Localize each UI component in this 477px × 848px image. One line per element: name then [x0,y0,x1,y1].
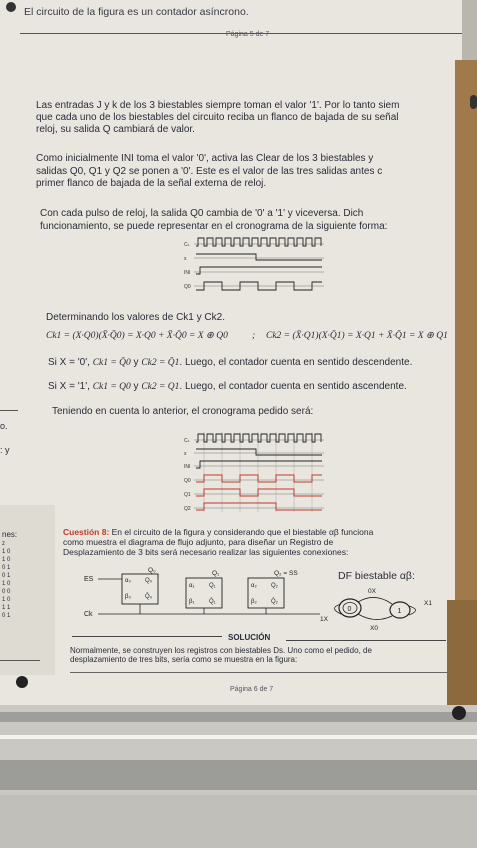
cuestion-label: Cuestión 8: [63,527,110,537]
case-x0-line [48,357,412,370]
transition-x1: X1 [424,600,432,607]
equation-ck1: Ck1 = (X·Q0)(X̄·Q̄0) = X·Q0 + X̄·Q̄0 = X ⊕ Q0 [46,331,228,341]
state-0-label: 0 [347,606,352,613]
ff2-qbar: Q̄₂ [271,599,278,605]
left-table-row-8: 1 1 [2,605,11,611]
cuestion-line-2: como muestra el diagrama de flujo adjunto, para diseñar un Registro de [63,537,334,547]
paragraph-3-line-2: funcionamiento, se puede representar en el cronograma de la siguiente forma: [40,221,388,232]
case-x1-suffix: . Luego, el contador cuenta en sentido ascendente. [179,381,407,392]
case-x0-ck1: Ck1 = Q̄0 [92,358,131,368]
cuestion-text-1: En el circuito de la figura y considerando que el biestable αβ funciona [109,527,374,537]
ff1-q: Q₁ [209,583,216,589]
df-title: DF biestable αβ: [338,570,415,582]
circuit-ck-label: Ck [84,611,93,618]
timing1-ini-wave [196,267,322,274]
ff0-beta: β₀ [125,594,131,600]
timing2-label-ck: Cₖ [184,438,190,444]
timing2-label-ini: INI [184,464,191,470]
equation-ck2: Ck2 = (X̄·Q1)(X·Q̄1) = X·Q1 + X̄·Q̄1 = X ⊕ Q1 [266,331,448,341]
timing2-label-x: x [184,451,187,457]
transition-x0: X0 [370,625,378,632]
ff1-alpha: α₁ [189,583,195,589]
case-x1-prefix: Si X = '1', [48,381,90,392]
case-x1-ck2: Ck2 = Q1 [141,382,180,392]
case-x0-ck2: Ck2 = Q̄1 [141,358,180,368]
ff2-alpha: α₂ [251,583,257,589]
timing2-q2-wave [196,503,322,510]
shift-register-circuit [70,566,330,624]
timing1-label-x: x [184,256,187,262]
left-table-row-5: 1 0 [2,581,11,587]
page-number-bottom: Página 6 de 7 [230,686,274,693]
left-table-row-1: 1 0 [2,549,11,555]
case-x1-and: y [133,381,139,392]
timing1-label-ck: Cₖ [184,242,190,248]
left-sheet-rule [0,660,40,661]
ff1-qbar: Q̄₁ [209,599,216,605]
ff2-q: Q₂ [271,583,278,589]
solucion-title: SOLUCIÓN [228,633,271,642]
timing2-q1-wave [196,489,322,496]
timing-diagram-1 [184,234,329,296]
frame-highlight [0,735,477,739]
case-x1-line [48,381,407,394]
solucion-rule-left [72,636,222,637]
transition-0x: 0X [368,588,376,595]
left-table-row-9: 0 1 [2,613,11,619]
ff0-alpha: α₀ [125,578,131,584]
case-x1-ck1: Ck1 = Q0 [92,382,131,392]
screw-top-left-icon [6,2,16,12]
left-table-row-2: 1 0 [2,557,11,563]
solucion-line-2: desplazamiento de tres bits, sería como se muestra en la figura: [70,655,298,664]
left-table-row-3: 0 1 [2,565,11,571]
screw-bottom-right-icon [452,706,466,720]
left-table-row-4: 0 1 [2,573,11,579]
solucion-rule-right [286,640,446,641]
footer-rule [70,672,448,673]
circuit-q1-label: Q₁ [212,570,220,577]
screw-right-icon [470,95,477,109]
ff0-q: Q₀ [145,578,153,584]
case-x0-prefix: Si X = '0', [48,357,90,368]
case-x0-suffix: . Luego, el contador cuenta en sentido descendente. [179,357,413,368]
flow-diagram [318,584,460,634]
margin-text-b: : y [0,445,10,455]
timing1-clock-wave [196,238,321,246]
margin-rule [0,410,18,411]
frame-bar-top [0,712,477,722]
paragraph-2-line-2: salidas Q0, Q1 y Q2 se ponen a '0'. Este es el valor de las tres salidas antes c [36,166,383,177]
left-table-row-6: 0 0 [2,589,11,595]
circuit-q0-label: Q₀ [148,567,156,574]
paragraph-1-line-1: Las entradas J y k de los 3 biestables siempre toman el valor '1'. Por lo tanto siem [36,100,400,111]
paragraph-1-line-3: reloj, su salida Q cambiará de valor. [36,124,195,135]
paragraph-2-line-1: Como inicialmente INI toma el valor '0', activa las Clear de los 3 biestables y [36,153,374,164]
timing-diagram-2 [184,430,329,514]
timing1-label-q0: Q0 [184,284,191,290]
ff1-beta: β₁ [189,599,195,605]
circuit-es-label: ES [84,576,94,583]
cuestion-line-1 [63,527,373,537]
paragraph-3-line-1: Con cada pulso de reloj, la salida Q0 cambia de '0' a '1' y viceversa. Dich [40,208,364,219]
left-table-row-7: 1 0 [2,597,11,603]
timing2-ini-wave [196,461,322,468]
corkboard-corner [447,600,477,710]
ff0-qbar: Q̄₀ [145,594,153,600]
paragraph-1-line-2: que cada uno de los biestables del circuito reciba un flanco de bajada de su señal [36,112,399,123]
screw-bottom-left-icon [16,676,28,688]
state-1-label: 1 [397,608,402,615]
case-x0-and: y [133,357,139,368]
timing2-clock-wave [196,434,321,442]
circuit-q2-label: Q₂ = SS [274,570,298,577]
paragraph-2-line-3: primer flanco de bajada de la señal externa de reloj. [36,178,267,189]
timing1-x-wave [196,254,322,260]
timing2-x-wave [196,449,322,455]
solucion-line-1: Normalmente, se construyen los registros con biestables Ds. Uno como el pedido, de [70,646,372,655]
top-title: El circuito de la figura es un contador asíncrono. [24,6,249,18]
left-sheet-heading: nes: [2,530,18,539]
frame-bar-middle [0,760,477,790]
transition-1x: 1X [320,616,328,623]
timing2-q0-wave [196,475,322,482]
timing2-label-q0: Q0 [184,478,191,484]
timing1-label-ini: INI [184,270,191,276]
frame-bar-bottom [0,795,477,848]
left-table-row-0: z [2,541,5,547]
left-sheet [0,505,55,675]
timing2-label-q2: Q2 [184,506,191,512]
margin-text-a: o. [0,421,8,431]
equation-separator: ; [252,331,256,341]
cuestion-line-3: Desplazamiento de 3 bits será necesario realizar las siguientes conexiones: [63,547,349,557]
paragraph-5: Teniendo en cuenta lo anterior, el cronograma pedido será: [52,406,314,417]
ff2-beta: β₂ [251,599,257,605]
paragraph-4: Determinando los valores de Ck1 y Ck2. [46,312,225,323]
page-number-top: Página 5 de 7 [226,31,270,38]
timing2-label-q1: Q1 [184,492,191,498]
